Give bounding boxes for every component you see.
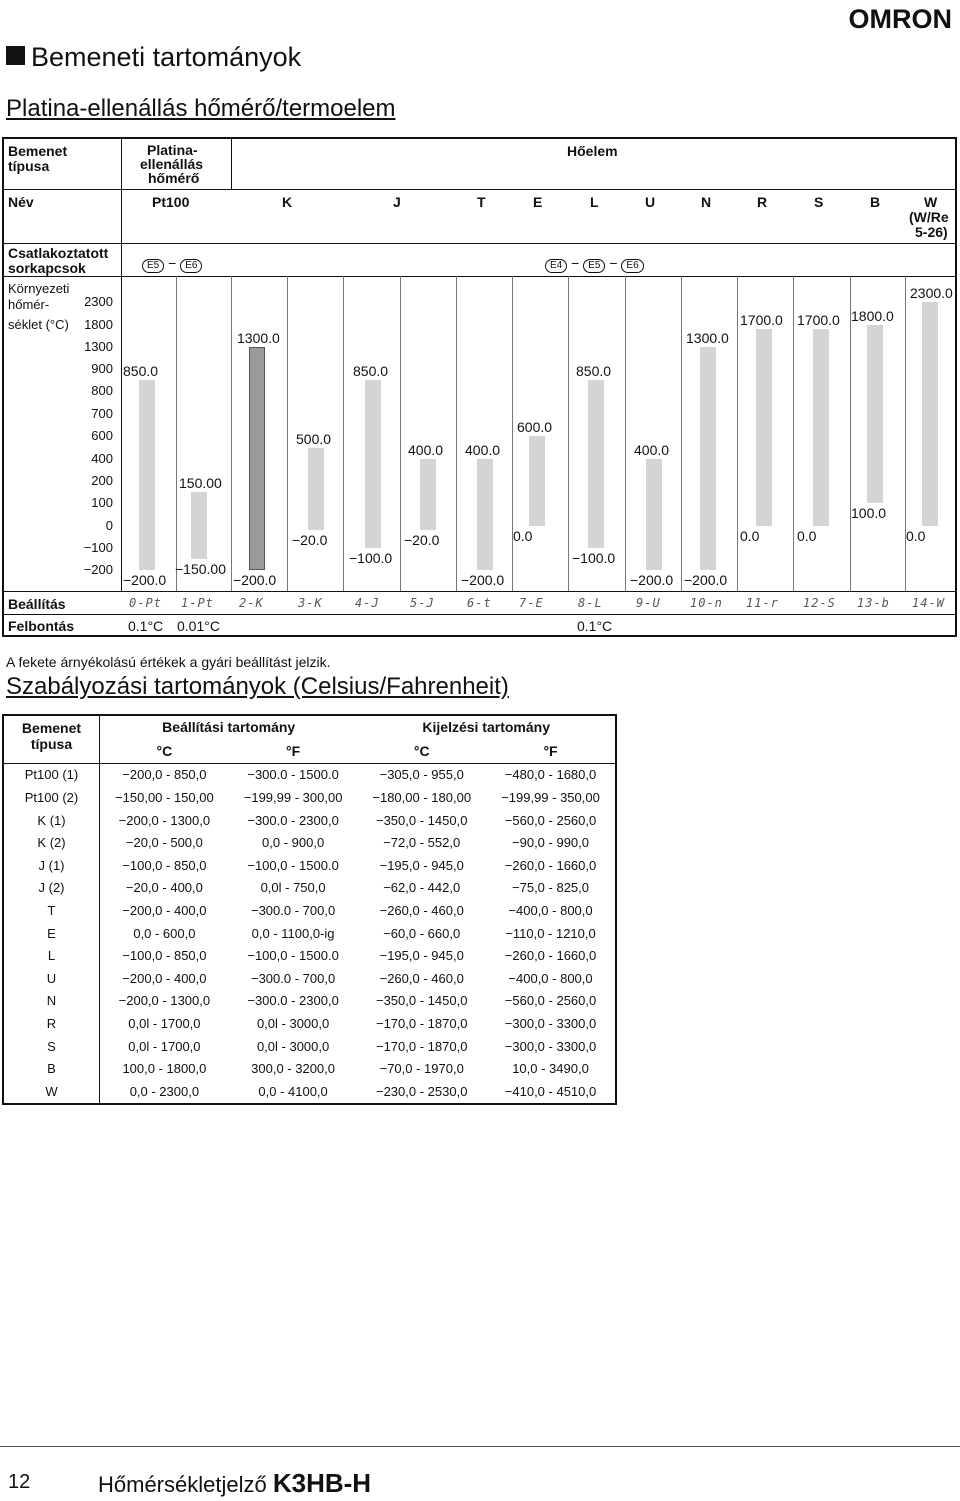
col-header-setting-range: Beállítási tartomány xyxy=(162,719,296,736)
resolution-pt100-1: 0.1°C xyxy=(128,618,164,634)
table-cell: −70,0 - 1970,0 xyxy=(379,1061,464,1077)
bar-max-label: 150.00 xyxy=(179,475,222,491)
control-table-body xyxy=(3,763,616,1103)
grid-line xyxy=(400,276,401,591)
grid-line xyxy=(231,276,232,591)
section-heading xyxy=(6,42,301,73)
table-row xyxy=(3,809,616,832)
name-t: T xyxy=(477,194,486,210)
row-divider xyxy=(4,591,955,592)
y-tick-label: 1800 xyxy=(84,317,113,332)
table-cell: −20,0 - 500,0 xyxy=(125,835,203,851)
table-cell: −300.0 - 2300,0 xyxy=(247,812,339,828)
table-cell: −75,0 - 825,0 xyxy=(512,880,589,896)
row-input-type: J (1) xyxy=(3,854,100,877)
table-row xyxy=(3,1080,616,1104)
table-cell: −305,0 - 955,0 xyxy=(379,767,464,783)
table-cell: 0,0l - 1700,0 xyxy=(128,1038,201,1054)
input-type-label: típusa xyxy=(8,158,50,174)
column-divider xyxy=(121,139,122,591)
table-cell: 0,0l - 3000,0 xyxy=(256,1015,330,1031)
bar-max-label: 600.0 xyxy=(517,419,553,435)
col-header-f: °F xyxy=(229,739,358,764)
bar-min-label: −20.0 xyxy=(404,532,440,549)
table-cell: −350,0 - 1450,0 xyxy=(375,812,468,828)
column-divider xyxy=(231,139,232,189)
table-cell: −72,0 - 552,0 xyxy=(383,835,461,851)
table-cell: −260,0 - 460,0 xyxy=(379,902,464,918)
range-bar xyxy=(588,380,604,548)
omron-logo: OMRON xyxy=(848,4,952,34)
table-cell: −350,0 - 1450,0 xyxy=(375,993,468,1009)
input-type-label: Bemenet xyxy=(8,143,68,159)
range-bar xyxy=(922,302,938,526)
col-header-f: °F xyxy=(486,739,616,764)
table-cell: −100,0 - 1500.0 xyxy=(247,857,339,873)
bar-max-label: 850.0 xyxy=(576,363,612,379)
table-cell: 0,0 - 1100,0-ig xyxy=(251,925,335,941)
y-tick-label: 0 xyxy=(105,518,113,533)
table-cell: −60,0 - 660,0 xyxy=(383,925,461,941)
col-header-input-type-2: típusa xyxy=(30,736,73,752)
range-bar xyxy=(646,459,662,570)
bar-min-label: −100.0 xyxy=(572,550,616,566)
name-w: W xyxy=(924,194,938,210)
y-tick-label: 600 xyxy=(91,428,113,443)
control-range-table xyxy=(2,714,617,1105)
setting-code: 6-t xyxy=(467,596,492,610)
table-cell: −100,0 - 850,0 xyxy=(122,948,207,964)
table-cell: −20,0 - 400,0 xyxy=(125,880,203,896)
bar-min-label: −200.0 xyxy=(461,572,505,588)
bar-min-label: −200.0 xyxy=(684,572,728,588)
col-header-c: °C xyxy=(357,739,486,764)
setting-code: 14-W xyxy=(912,596,945,610)
row-input-type: R xyxy=(3,1012,100,1035)
bar-min-label: −200.0 xyxy=(123,572,167,588)
table-cell: −200,0 - 1300,0 xyxy=(118,812,211,828)
range-bar xyxy=(249,347,265,570)
row-input-type: T xyxy=(3,899,100,922)
platinum-label: hőmérő xyxy=(148,170,200,186)
y-tick-label: 100 xyxy=(91,495,113,510)
setting-label: Beállítás xyxy=(8,596,66,612)
bar-max-label: 1300.0 xyxy=(686,330,729,346)
row-input-type: L xyxy=(3,944,100,967)
bar-max-label: 2300.0 xyxy=(910,285,953,301)
setting-code: 12-S xyxy=(803,596,836,610)
bar-max-label: 850.0 xyxy=(123,363,159,379)
table-row xyxy=(3,899,616,922)
row-input-type: W xyxy=(3,1080,100,1104)
row-divider xyxy=(4,614,955,615)
footer-divider xyxy=(0,1446,960,1447)
bar-max-label: 400.0 xyxy=(408,442,444,458)
table-cell: −100,0 - 1500.0 xyxy=(247,948,339,964)
terminals-label: sorkapcsok xyxy=(8,260,86,276)
range-bar xyxy=(529,436,545,526)
name-w: 5-26) xyxy=(915,224,948,240)
table-cell: −62,0 - 442,0 xyxy=(383,880,461,896)
terminal-badge: E5 xyxy=(142,259,164,273)
name-label: Név xyxy=(8,194,34,210)
table-row xyxy=(3,990,616,1013)
bar-max-label: 400.0 xyxy=(465,442,501,458)
table-cell: −195,0 - 945,0 xyxy=(379,857,464,873)
table-cell: −200,0 - 400,0 xyxy=(122,902,207,918)
table-cell: −300,0 - 3300,0 xyxy=(504,1015,597,1031)
section-heading-text: Bemeneti tartományok xyxy=(31,42,302,72)
setting-code: 0-Pt xyxy=(129,596,162,610)
table-cell: −300.0 - 1500.0 xyxy=(247,767,339,783)
table-cell: −180,00 - 180,00 xyxy=(372,789,472,805)
name-b: B xyxy=(870,194,881,210)
terminals-pt: E5 − E6 xyxy=(142,255,202,273)
bar-min-label: −200.0 xyxy=(630,572,674,588)
range-bar xyxy=(308,448,324,531)
name-w: (W/Re xyxy=(909,209,949,225)
table-cell: −300.0 - 700,0 xyxy=(250,902,336,918)
row-input-type: K (2) xyxy=(3,831,100,854)
y-tick-label: 200 xyxy=(91,473,113,488)
col-header-c: °C xyxy=(100,739,229,764)
name-j: J xyxy=(393,194,401,210)
name-r: R xyxy=(757,194,768,210)
table-row xyxy=(3,786,616,809)
y-tick-label: −200 xyxy=(83,562,113,577)
terminal-badge: E4 xyxy=(545,259,567,273)
resolution-label: Felbontás xyxy=(8,618,75,634)
name-pt100: Pt100 xyxy=(152,194,190,210)
bar-min-label: 0.0 xyxy=(906,528,926,544)
name-s: S xyxy=(814,194,824,210)
setting-code: 13-b xyxy=(857,596,890,610)
name-e: E xyxy=(533,194,543,210)
row-input-type: U xyxy=(3,967,100,990)
bar-min-label: 100.0 xyxy=(851,505,887,521)
square-bullet-icon xyxy=(6,46,25,65)
row-divider xyxy=(4,189,955,190)
table-cell: 0,0 - 600,0 xyxy=(133,925,196,941)
range-bar xyxy=(477,459,493,570)
row-input-type: B xyxy=(3,1057,100,1080)
y-tick-label: 900 xyxy=(91,361,113,376)
table-cell: −100,0 - 850,0 xyxy=(122,857,207,873)
range-bar xyxy=(420,459,436,530)
table-cell: −300,0 - 3300,0 xyxy=(504,1038,597,1054)
resolution-pt100-2: 0.01°C xyxy=(177,618,220,634)
table-cell: 0,0l - 3000,0 xyxy=(256,1038,330,1054)
row-input-type: J (2) xyxy=(3,877,100,900)
bar-min-label: −150.00 xyxy=(175,561,226,577)
table-cell: −260,0 - 1660,0 xyxy=(504,948,597,964)
table-row xyxy=(3,877,616,900)
setting-code: 4-J xyxy=(355,596,380,610)
table-row xyxy=(3,831,616,854)
bar-min-label: 0.0 xyxy=(797,528,817,544)
table-cell: −400,0 - 800,0 xyxy=(508,970,593,986)
bar-max-label: 1700.0 xyxy=(740,312,783,329)
input-range-chart xyxy=(2,137,957,637)
table-cell: −150,00 - 150,00 xyxy=(115,789,214,805)
grid-line xyxy=(287,276,288,591)
y-tick-label: 2300 xyxy=(84,294,113,309)
footer-title xyxy=(98,1468,371,1499)
bar-min-label: −200.0 xyxy=(233,572,277,588)
table-cell: −200,0 - 400,0 xyxy=(122,970,207,986)
bar-max-label: 850.0 xyxy=(353,363,389,379)
col-header-input-type-1: Bemenet xyxy=(21,720,82,736)
range-bar xyxy=(365,380,381,548)
y-tick-label: −100 xyxy=(83,540,113,555)
table-row xyxy=(3,763,616,786)
table-cell: −195,0 - 945,0 xyxy=(379,948,464,964)
table-cell: −90,0 - 990,0 xyxy=(512,835,589,851)
terminals-tc: E4 − E5 − E6 xyxy=(545,255,644,273)
row-input-type: S xyxy=(3,1035,100,1058)
table-cell: −170,0 - 1870,0 xyxy=(375,1038,468,1054)
table-cell: −410,0 - 4510,0 xyxy=(504,1083,597,1099)
row-divider xyxy=(4,276,955,277)
range-bar xyxy=(867,325,883,503)
table-cell: −300.0 - 700,0 xyxy=(250,970,336,986)
table-cell: −300.0 - 2300,0 xyxy=(247,993,339,1009)
bar-max-label: 400.0 xyxy=(634,442,670,458)
footer-doc-title: Hőmérsékletjelző xyxy=(98,1472,267,1497)
terminal-badge: E6 xyxy=(180,259,202,273)
table-row xyxy=(3,1057,616,1080)
table-cell: 0,0 - 900,0 xyxy=(262,835,325,851)
grid-line xyxy=(737,276,738,591)
terminal-badge: E6 xyxy=(621,259,643,273)
range-bar xyxy=(756,329,772,526)
row-input-type: E xyxy=(3,922,100,945)
ambient-label: hőmér- xyxy=(8,297,50,312)
bar-max-label: 500.0 xyxy=(296,430,332,447)
table-row xyxy=(3,1012,616,1035)
setting-code: 3-K xyxy=(298,596,323,610)
table-cell: −199,99 - 350,00 xyxy=(501,789,600,805)
grid-line xyxy=(793,276,794,591)
table-cell: 0,0l - 750,0 xyxy=(260,880,326,896)
grid-line xyxy=(568,276,569,591)
y-tick-label: 400 xyxy=(91,451,113,466)
y-tick-label: 1300 xyxy=(84,339,113,354)
table-cell: −560,0 - 2560,0 xyxy=(504,812,597,828)
page-number: 12 xyxy=(8,1471,31,1493)
table-cell: 0,0 - 2300,0 xyxy=(129,1083,200,1099)
table-cell: −200,0 - 850,0 xyxy=(122,767,207,783)
row-input-type: Pt100 (1) xyxy=(3,763,100,786)
col-header-display-range: Kijelzési tartomány xyxy=(422,719,550,736)
setting-code: 10-n xyxy=(690,596,723,610)
table-cell: −170,0 - 1870,0 xyxy=(375,1015,468,1031)
setting-code: 7-E xyxy=(519,596,544,610)
setting-code: 9-U xyxy=(636,596,661,610)
table-cell: 0,0 - 4100,0 xyxy=(258,1083,328,1099)
table-cell: −400,0 - 800,0 xyxy=(508,902,593,918)
range-bar xyxy=(700,347,716,570)
bar-min-label: 0.0 xyxy=(740,528,760,544)
grid-line xyxy=(625,276,626,591)
row-input-type: N xyxy=(3,990,100,1013)
setting-code: 5-J xyxy=(410,596,435,610)
setting-code: 11-r xyxy=(746,596,779,610)
table-cell: 300,0 - 3200,0 xyxy=(251,1061,336,1077)
name-u: U xyxy=(645,194,656,210)
table-cell: −199,99 - 300,00 xyxy=(243,789,343,805)
name-l: L xyxy=(590,194,599,210)
table-cell: −230,0 - 2530,0 xyxy=(375,1083,468,1099)
setting-code: 8-L xyxy=(578,596,603,610)
range-bar xyxy=(191,492,207,559)
col-header-input-type xyxy=(3,715,100,763)
table-row xyxy=(3,922,616,945)
bar-max-label: 1800.0 xyxy=(851,308,894,324)
table-row xyxy=(3,944,616,967)
ambient-label: séklet (°C) xyxy=(8,317,69,332)
setting-code: 1-Pt xyxy=(181,596,214,610)
thermocouple-label: Hőelem xyxy=(567,143,618,159)
range-bar xyxy=(813,329,829,526)
ambient-label: Környezeti xyxy=(8,281,70,296)
table-cell: −260,0 - 1660,0 xyxy=(504,857,597,873)
name-k: K xyxy=(282,194,293,210)
bar-min-label: −100.0 xyxy=(349,550,393,566)
table-row xyxy=(3,967,616,990)
terminal-badge: E5 xyxy=(583,259,605,273)
platinum-label: Platina- xyxy=(147,142,198,158)
row-input-type: K (1) xyxy=(3,809,100,832)
table-cell: 10,0 - 3490,0 xyxy=(512,1061,589,1077)
grid-line xyxy=(456,276,457,591)
setting-code: 2-K xyxy=(239,596,264,610)
table-cell: −480,0 - 1680,0 xyxy=(504,767,597,783)
y-tick-label: 700 xyxy=(91,406,113,421)
bar-min-label: −20.0 xyxy=(292,532,328,549)
resolution-thermocouple: 0.1°C xyxy=(577,618,613,634)
control-range-heading: Szabályozási tartományok (Celsius/Fahrenheit) xyxy=(6,673,509,700)
range-bar xyxy=(139,380,155,570)
footer-model: K3HB-H xyxy=(272,1468,372,1498)
table-cell: 100,0 - 1800,0 xyxy=(122,1061,207,1077)
name-n: N xyxy=(701,194,712,210)
platinum-label: ellenállás xyxy=(140,156,204,172)
table-cell: −110,0 - 1210,0 xyxy=(505,925,596,941)
y-tick-label: 800 xyxy=(91,383,113,398)
row-input-type: Pt100 (2) xyxy=(3,786,100,809)
table-row xyxy=(3,854,616,877)
table-cell: −200,0 - 1300,0 xyxy=(118,993,211,1009)
subsection-heading: Platina-ellenállás hőmérő/termoelem xyxy=(6,95,396,122)
table-cell: −260,0 - 460,0 xyxy=(379,970,464,986)
grid-line xyxy=(681,276,682,591)
factory-default-note: A fekete árnyékolású értékek a gyári beállítást jelzik. xyxy=(6,654,331,670)
row-divider xyxy=(4,243,955,244)
bar-min-label: 0.0 xyxy=(513,528,533,544)
grid-line xyxy=(343,276,344,591)
bar-max-label: 1700.0 xyxy=(797,312,840,329)
table-cell: 0,0l - 1700,0 xyxy=(128,1015,201,1031)
grid-line xyxy=(176,276,177,591)
terminals-label: Csatlakoztatott xyxy=(8,245,109,261)
table-row xyxy=(3,1035,616,1058)
table-cell: −560,0 - 2560,0 xyxy=(504,993,597,1009)
bar-max-label: 1300.0 xyxy=(237,330,280,346)
